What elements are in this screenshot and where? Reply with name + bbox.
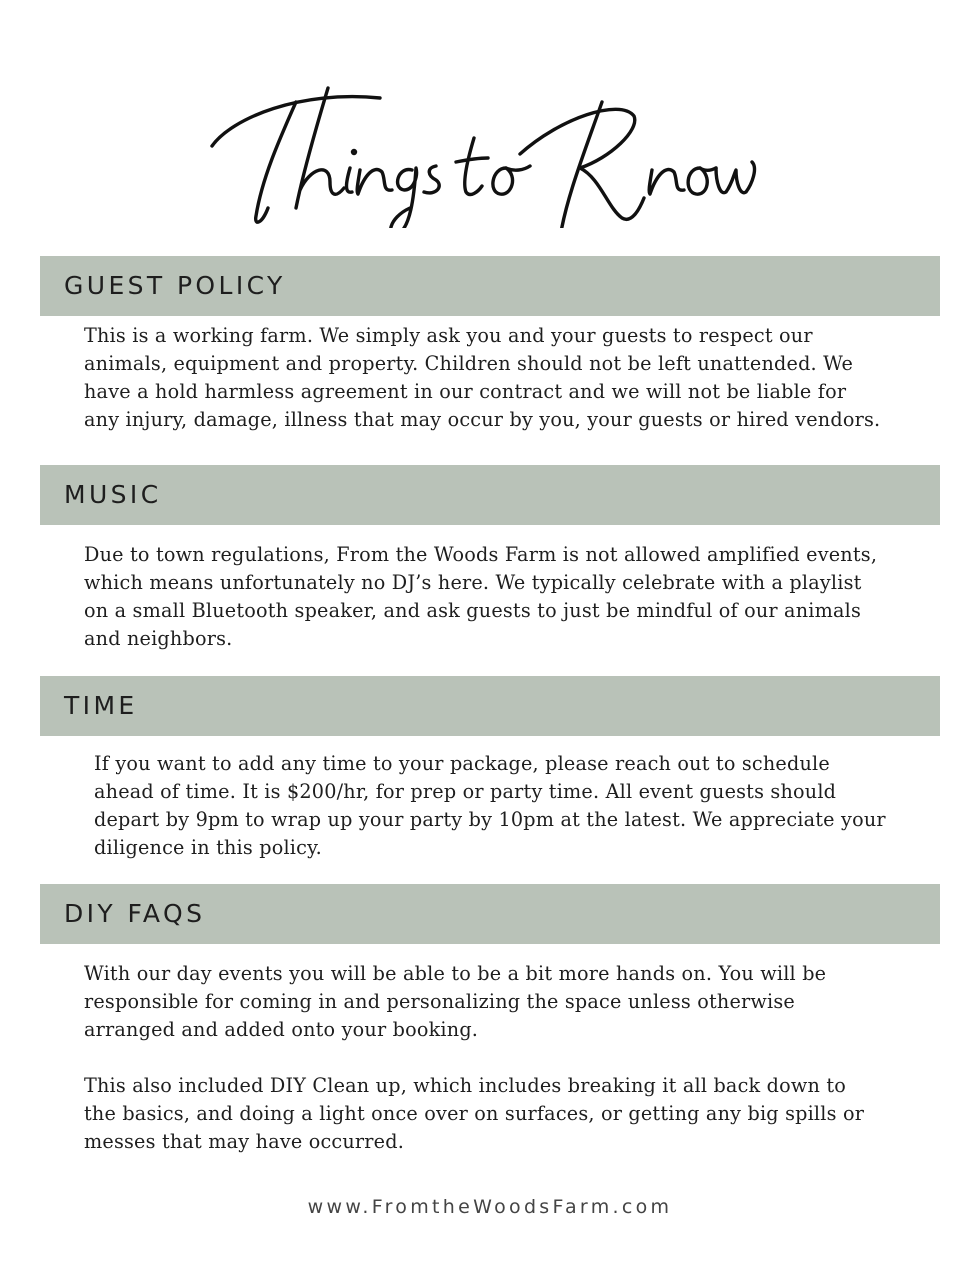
paragraph: This also included DIY Clean up, which includes breaking it all back down to the basics, and doing a light once over on surfaces, or getting any big spills or messes that may have occurred. [84,1074,865,1153]
paragraph: If you want to add any time to your package, please reach out to schedule ahead of time. It is $200/hr, for prep or party time. All event guests should depart by 9pm to wrap up your party by 10pm at the latest. We appreciate your diligence in this policy. [94,752,886,859]
section-header-time [40,676,940,736]
section-heading: MUSIC [64,480,162,509]
section-heading: GUEST POLICY [64,271,286,300]
section-header-music [40,465,940,525]
paragraph: This is a working farm. We simply ask you and your guests to respect our animals, equipment and property. Children should not be left unattended. We have a hold harmless agreement in our contract and we will not be liable for any injury, damage, illness that may occur by you, your guests or hired vendors. [84,324,881,431]
section-heading: DIY FAQS [64,899,206,928]
paragraph: Due to town regulations, From the Woods Farm is not allowed amplified events, which means unfortunately no DJ’s here. We typically celebrate with a playlist on a small Bluetooth speaker, and ask guests to just be mindful of our animals and neighbors. [84,543,878,650]
section-body-music [84,541,884,653]
footer-website-link[interactable]: www.FromtheWoodsFarm.com [307,1196,673,1218]
section-heading: TIME [64,691,138,720]
script-title-graphic [0,58,980,228]
page-title [0,58,980,228]
section-header-diy-faqs [40,884,940,944]
section-body-diy-faqs [84,960,884,1156]
section-body-guest-policy [84,322,884,434]
section-body-time [94,750,894,862]
section-header-guest-policy [40,256,940,316]
paragraph: With our day events you will be able to be a bit more hands on. You will be responsible for coming in and personalizing the space unless otherwise arranged and added onto your booking. [84,962,827,1041]
